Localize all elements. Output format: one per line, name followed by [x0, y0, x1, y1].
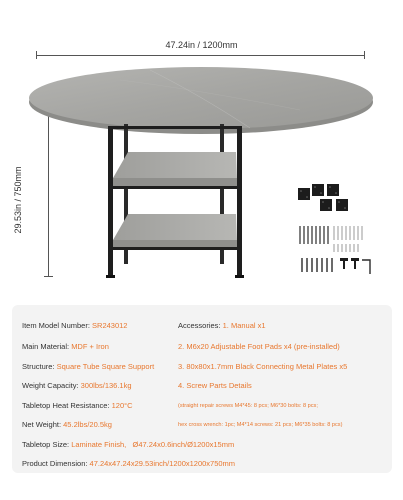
spec-net-weight [22, 420, 112, 429]
screws [300, 226, 328, 244]
spec-model-number [22, 321, 127, 330]
spec-label: Tabletop Size: [22, 440, 72, 449]
lower-shelf [113, 214, 237, 240]
height-dimension-label: 29.53in / 750mm [13, 166, 23, 234]
spec-value: 120°C [111, 401, 133, 410]
hardware-kit-illustration [296, 178, 376, 288]
spec-structure [22, 362, 154, 371]
leg-front-right [237, 128, 242, 276]
spec-label: Product Dimension: [22, 459, 90, 468]
tabletop [29, 67, 373, 129]
spec-label: Item Model Number: [22, 321, 93, 330]
spec-label: Weight Capacity: [22, 381, 81, 390]
accessories-foot-pads [178, 342, 340, 351]
accessory-item: 1. Manual x1 [222, 321, 266, 330]
spec-value: Laminate Finish, Ø47.24x0.6inch/Ø1200x15mm [71, 440, 235, 449]
accessories-label: Accessories: [178, 321, 223, 330]
accessories-metal-plates [178, 362, 347, 371]
spec-heat-resistance [22, 401, 133, 410]
spec-value: 300lbs/136.1kg [80, 381, 132, 390]
spec-value: 47.24x47.24x29.53inch/1200x1200x750mm [89, 459, 236, 468]
spec-label: Structure: [22, 362, 57, 371]
spec-label: Net Weight: [22, 420, 64, 429]
leg-front-left [108, 128, 113, 276]
accessories-screw-parts [178, 381, 252, 390]
hex-wrench [362, 260, 370, 274]
spec-main-material [22, 342, 109, 351]
spec-label: Tabletop Heat Resistance: [22, 401, 112, 410]
spec-weight-capacity [22, 381, 132, 390]
screw-details-line-2: hex cross wrench: 1pc; M4*14 screws: 21 pcs; M6*35 bolts: 8 pcs) [178, 422, 343, 428]
accessory-item: 3. 80x80x1.7mm Black Connecting Metal Plates x5 [178, 362, 348, 371]
spec-value: MDF + Iron [71, 342, 109, 351]
spec-label: Main Material: [22, 342, 72, 351]
accessory-item: 2. M6x20 Adjustable Foot Pads x4 (pre-installed) [178, 342, 340, 351]
width-dimension-label: 47.24in / 1200mm [165, 40, 238, 50]
screw-details-line-1: (straight repair screws M4*45: 8 pcs; M6*30 bolts: 8 pcs; [178, 403, 318, 409]
spec-tabletop-size [22, 440, 234, 449]
spec-value: Square Tube Square Support [56, 362, 155, 371]
spec-value: SR243012 [92, 321, 128, 330]
accessory-item: 4. Screw Parts Details [178, 381, 252, 390]
upper-shelf [113, 152, 237, 178]
accessories-manual [178, 321, 266, 330]
spec-value: 45.2lbs/20.5kg [63, 420, 112, 429]
spec-product-dimension [22, 459, 235, 468]
connecting-metal-plates [298, 184, 348, 211]
foot-pads [340, 258, 359, 269]
